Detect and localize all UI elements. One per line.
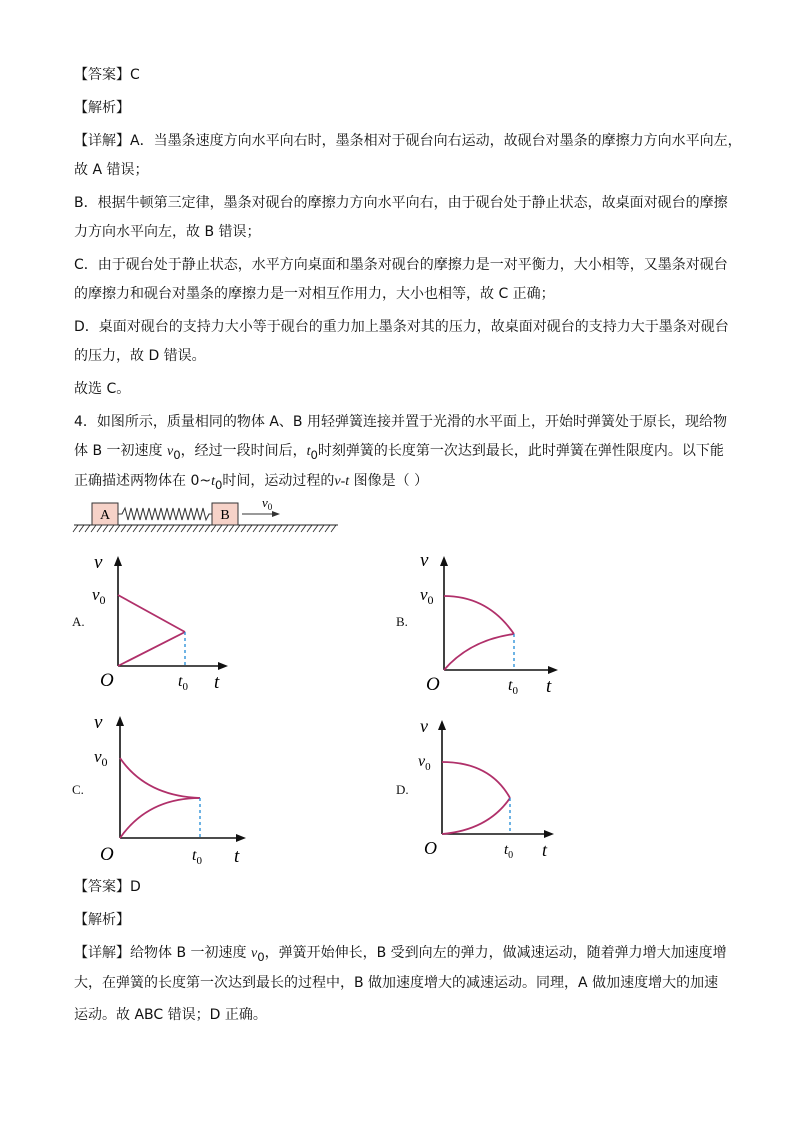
- x-axis-arrow: [548, 666, 558, 674]
- t0-label: $t_0$: [508, 677, 518, 697]
- t0-label: $t_0$: [178, 673, 188, 693]
- origin-label: O: [100, 670, 114, 691]
- curve-a: [444, 634, 514, 670]
- graph-option-a[interactable]: [90, 548, 240, 696]
- hatch-mark: [133, 525, 138, 532]
- hatch-mark: [289, 525, 294, 532]
- curve-b: [118, 595, 185, 632]
- choose-line: 故选 C。: [74, 381, 131, 397]
- option-c-label[interactable]: C.: [72, 782, 84, 797]
- q-text: 图像是（ ）: [349, 473, 429, 489]
- detail-text: ，弹簧开始伸长，B 受到向左的弹力，做减速运动，随着弹力增大加速度增: [264, 945, 727, 961]
- hatch-mark: [193, 525, 198, 532]
- detail-line-c1: C．由于砚台处于静止状态，水平方向桌面和墨条对砚台的摩擦力是一对平衡力，大小相等，又墨条对砚台: [74, 257, 728, 273]
- q-text: 正确描述两物体在 0~: [74, 473, 212, 489]
- v-sub: 0: [173, 447, 181, 462]
- hatch-mark: [307, 525, 312, 532]
- question-line-3: [74, 471, 428, 495]
- detail2-line-1: [74, 943, 727, 967]
- origin-label: O: [424, 838, 437, 858]
- vt-symbol: v-t: [334, 474, 350, 489]
- hatch-mark: [97, 525, 102, 532]
- v0-label: $v_0$: [92, 585, 106, 607]
- detail-text: A．当墨条速度方向水平向右时，墨条相对于砚台向右运动，故砚台对墨条的摩擦力方向水平向左，: [130, 133, 742, 149]
- hatch-mark: [331, 525, 336, 532]
- hatch-mark: [151, 525, 156, 532]
- hatch-mark: [199, 525, 204, 532]
- hatch-mark: [253, 525, 258, 532]
- hatch-mark: [121, 525, 126, 532]
- graph-option-b[interactable]: [418, 548, 568, 698]
- v0-label: $v_0$: [418, 753, 431, 773]
- hatch-mark: [277, 525, 282, 532]
- detail-line-d2: 的压力，故 D 错误。: [74, 348, 206, 364]
- analysis-tag-2: 【解析】: [74, 912, 130, 928]
- x-axis-arrow: [236, 834, 246, 842]
- v-axis-label: v: [420, 550, 429, 571]
- hatch-mark: [139, 525, 144, 532]
- hatch-mark: [313, 525, 318, 532]
- t-sub: 0: [214, 477, 223, 492]
- y-axis-arrow: [114, 556, 122, 566]
- graph-option-d[interactable]: [418, 712, 568, 862]
- hatch-mark: [145, 525, 150, 532]
- detail-line-a1: [74, 131, 742, 151]
- hatch-mark: [229, 525, 234, 532]
- answer-value: C: [130, 67, 140, 83]
- detail-line-b1: B．根据牛顿第三定律，墨条对砚台的摩擦力方向水平向右，由于砚台处于静止状态，故桌面对砚台的摩擦: [74, 195, 728, 211]
- hatch-mark: [85, 525, 90, 532]
- q-text: 时刻弹簧的长度第一次达到最长，此时弹簧在弹性限度内。以下能: [317, 443, 724, 459]
- question-line-2: [74, 441, 724, 465]
- t-axis-label: t: [542, 840, 548, 860]
- t-symbol: t: [211, 474, 215, 489]
- t-axis-label: t: [546, 676, 552, 697]
- y-axis-arrow: [440, 556, 448, 566]
- answer-line-1: [74, 65, 140, 85]
- t-axis-label: t: [214, 672, 220, 693]
- graph-option-c[interactable]: [90, 708, 260, 868]
- curve-a: [118, 632, 185, 666]
- hatch-mark: [259, 525, 264, 532]
- detail2-line-3: 运动。故 ABC 错误；D 正确。: [74, 1007, 267, 1023]
- v-axis-label: v: [94, 712, 103, 733]
- detail-line-a2: 故 A 错误；: [74, 162, 149, 178]
- x-axis-arrow: [218, 662, 228, 670]
- curve-b: [444, 596, 514, 634]
- origin-label: O: [426, 674, 440, 695]
- v0-label: $v_0$: [420, 585, 434, 607]
- v-symbol: v: [250, 946, 258, 961]
- y-axis-arrow: [116, 716, 124, 726]
- y-axis-arrow: [438, 720, 446, 730]
- curve-b: [442, 762, 510, 798]
- hatch-mark: [325, 525, 330, 532]
- setup-figure: [70, 493, 350, 538]
- v-symbol: v: [166, 444, 174, 459]
- answer-tag: 【答案】: [74, 67, 130, 83]
- hatch-mark: [103, 525, 108, 532]
- hatch-mark: [79, 525, 84, 532]
- hatch-mark: [217, 525, 222, 532]
- t-symbol: t: [306, 444, 311, 459]
- hatch-mark: [109, 525, 114, 532]
- detail-line-c2: 的摩擦力和砚台对墨条的摩擦力是一对相互作用力，大小也相等，故 C 正确；: [74, 286, 555, 302]
- hatch-mark: [319, 525, 324, 532]
- answer-line-2: [74, 877, 141, 897]
- hatch-mark: [241, 525, 246, 532]
- hatch-mark: [163, 525, 168, 532]
- analysis-tag-1: 【解析】: [74, 100, 130, 116]
- hatch-mark: [115, 525, 120, 532]
- t0-label: $t_0$: [192, 847, 202, 867]
- curve-b: [120, 758, 200, 798]
- velocity-arrowhead: [272, 511, 280, 517]
- block-a-label: A: [99, 508, 111, 523]
- hatch-mark: [91, 525, 96, 532]
- option-a-label[interactable]: A.: [72, 614, 85, 629]
- curve-a: [442, 798, 510, 834]
- q-text: 体 B 一初速度: [74, 443, 167, 459]
- answer-tag: 【答案】: [74, 879, 130, 895]
- v-axis-label: v: [420, 716, 428, 736]
- hatch-mark: [169, 525, 174, 532]
- hatch-mark: [157, 525, 162, 532]
- hatch-mark: [295, 525, 300, 532]
- question-line-1: 4．如图所示，质量相同的物体 A、B 用轻弹簧连接并置于光滑的水平面上，开始时弹簧处于原长，现给物: [74, 414, 727, 430]
- detail-line-d1: D．桌面对砚台的支持力大小等于砚台的重力加上墨条对其的压力，故桌面对砚台的支持力大于墨条对砚台: [74, 319, 729, 335]
- detail2-line-2: 大，在弹簧的长度第一次达到最长的过程中，B 做加速度增大的减速运动。同理，A 做加速度增大的加速: [74, 975, 719, 991]
- t-sub: 0: [310, 447, 318, 462]
- hatch-mark: [127, 525, 132, 532]
- option-b-label[interactable]: B.: [396, 614, 408, 629]
- block-b-label: B: [220, 508, 230, 523]
- detail-tag: 【详解】: [74, 133, 130, 149]
- hatch-mark: [181, 525, 186, 532]
- t-axis-label: t: [234, 846, 240, 867]
- hatch-mark: [73, 525, 78, 532]
- detail-tag: 【详解】: [74, 945, 130, 961]
- velocity-label: $v_0$: [262, 495, 273, 512]
- curve-a: [120, 798, 200, 838]
- spring: [118, 508, 212, 520]
- origin-label: O: [100, 844, 114, 865]
- answer-value: D: [130, 879, 141, 895]
- hatch-mark: [271, 525, 276, 532]
- v-sub: 0: [257, 949, 265, 964]
- hatch-mark: [247, 525, 252, 532]
- hatch-mark: [211, 525, 216, 532]
- detail-line-b2: 力方向水平向左，故 B 错误；: [74, 224, 261, 240]
- x-axis-arrow: [544, 830, 554, 838]
- detail-text: 给物体 B 一初速度: [130, 945, 251, 961]
- hatch-mark: [205, 525, 210, 532]
- v0-label: $v_0$: [94, 747, 108, 769]
- q-text: 时间，运动过程的: [222, 473, 335, 489]
- hatch-mark: [301, 525, 306, 532]
- hatch-mark: [187, 525, 192, 532]
- hatch-mark: [283, 525, 288, 532]
- v-axis-label: v: [94, 552, 103, 573]
- hatch-mark: [235, 525, 240, 532]
- hatch-mark: [265, 525, 270, 532]
- option-d-label[interactable]: D.: [396, 782, 409, 797]
- q-text: ，经过一段时间后，: [180, 443, 307, 459]
- hatch-mark: [175, 525, 180, 532]
- t0-label: $t_0$: [504, 842, 514, 861]
- hatch-mark: [223, 525, 228, 532]
